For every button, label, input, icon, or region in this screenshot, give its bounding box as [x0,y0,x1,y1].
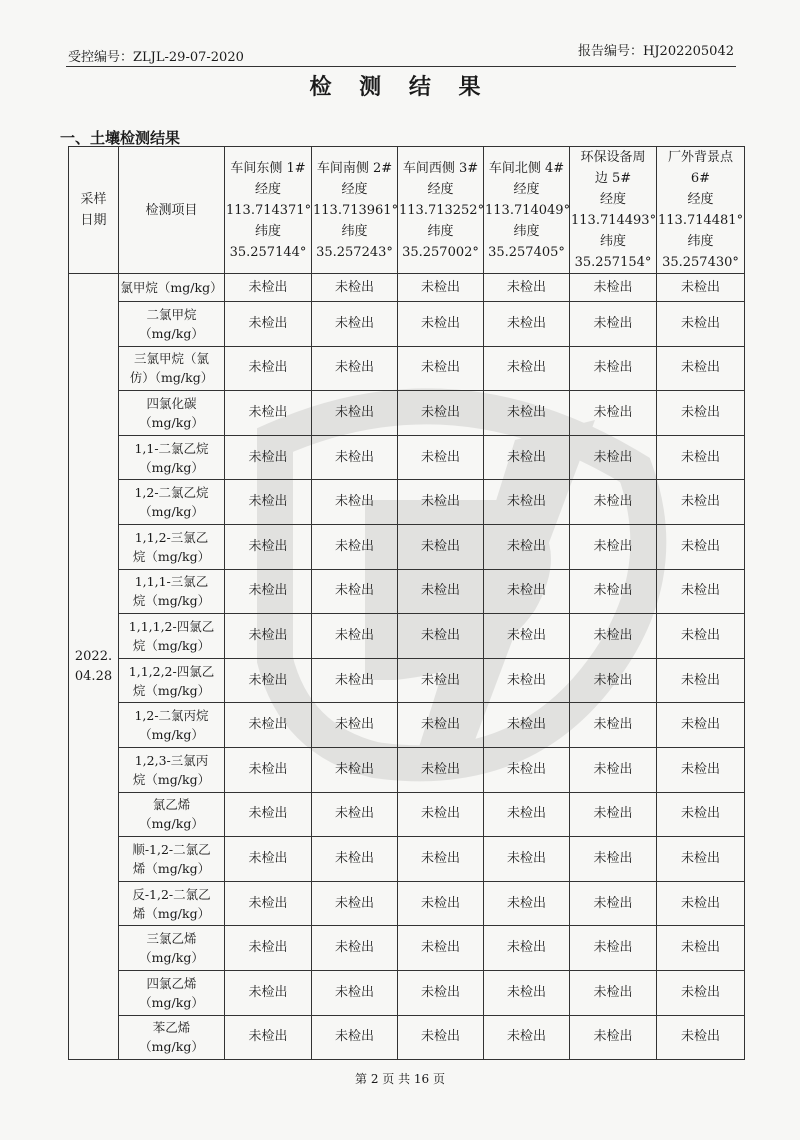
result-cell: 未检出 [225,346,312,391]
result-cell: 未检出 [225,1015,312,1060]
section-title: 一、土壤检测结果 [60,129,181,147]
result-cell: 未检出 [484,524,570,569]
result-cell: 未检出 [398,1015,484,1060]
result-cell: 未检出 [657,658,745,703]
result-cell: 未检出 [570,970,657,1015]
result-cell: 未检出 [484,970,570,1015]
table-row [69,302,745,347]
table-row [69,435,745,480]
result-cell: 未检出 [225,480,312,525]
test-item-header: 检测项目 [119,147,225,274]
result-cell: 未检出 [312,569,398,614]
result-cell: 未检出 [657,524,745,569]
location-header-4: 车间北侧 4# 经度 113.714049° 纬度 35.257405° [484,147,570,274]
result-cell: 未检出 [312,792,398,837]
result-cell: 未检出 [484,881,570,926]
test-item-cell: 四氯乙烯 （mg/kg） [119,970,225,1015]
control-number: 受控编号：ZLJL-29-07-2020 [68,50,244,65]
result-cell: 未检出 [398,391,484,436]
result-cell: 未检出 [312,346,398,391]
result-cell: 未检出 [570,881,657,926]
result-cell: 未检出 [312,703,398,748]
result-cell: 未检出 [570,480,657,525]
result-cell: 未检出 [312,480,398,525]
result-cell: 未检出 [398,703,484,748]
result-cell: 未检出 [484,747,570,792]
result-cell: 未检出 [484,837,570,882]
result-cell: 未检出 [657,1015,745,1060]
location-header-2: 车间南侧 2# 经度 113.713961° 纬度 35.257243° [312,147,398,274]
result-cell: 未检出 [225,614,312,659]
table-row [69,881,745,926]
result-cell: 未检出 [570,614,657,659]
result-cell: 未检出 [484,658,570,703]
result-cell: 未检出 [225,881,312,926]
result-cell: 未检出 [398,747,484,792]
location-header-6: 厂外背景点 6# 经度 113.714481° 纬度 35.257430° [657,147,745,274]
result-cell: 未检出 [225,837,312,882]
sample-date-header: 采样 日期 [69,147,119,274]
result-cell: 未检出 [398,792,484,837]
result-cell: 未检出 [570,837,657,882]
result-cell: 未检出 [398,274,484,302]
result-cell: 未检出 [570,274,657,302]
result-cell: 未检出 [312,881,398,926]
result-cell: 未检出 [570,1015,657,1060]
result-cell: 未检出 [312,658,398,703]
table-row [69,274,745,302]
result-cell: 未检出 [312,435,398,480]
test-item-cell: 1,1-二氯乙烷 （mg/kg） [119,435,225,480]
result-cell: 未检出 [398,837,484,882]
result-cell: 未检出 [225,792,312,837]
result-cell: 未检出 [570,524,657,569]
test-item-cell: 三氯乙烯 （mg/kg） [119,926,225,971]
table-body [69,274,745,1060]
table-row [69,837,745,882]
result-cell: 未检出 [657,614,745,659]
page-header [66,40,736,67]
table-row [69,614,745,659]
result-cell: 未检出 [570,346,657,391]
result-cell: 未检出 [657,792,745,837]
location-header-5: 环保设备周 边 5# 经度 113.714493° 纬度 35.257154° [570,147,657,274]
table-header-row [69,147,745,274]
result-cell: 未检出 [484,703,570,748]
result-cell: 未检出 [312,614,398,659]
table-row [69,1015,745,1060]
test-item-cell: 1,1,1,2-四氯乙 烷（mg/kg） [119,614,225,659]
result-cell: 未检出 [225,658,312,703]
result-cell: 未检出 [657,703,745,748]
result-cell: 未检出 [657,302,745,347]
soil-results-table [68,146,745,1060]
result-cell: 未检出 [570,391,657,436]
test-item-cell: 三氯甲烷（氯 仿）（mg/kg） [119,346,225,391]
result-cell: 未检出 [312,302,398,347]
result-cell: 未检出 [484,792,570,837]
result-cell: 未检出 [484,926,570,971]
test-item-cell: 苯乙烯 （mg/kg） [119,1015,225,1060]
result-cell: 未检出 [398,346,484,391]
result-cell: 未检出 [570,569,657,614]
result-cell: 未检出 [570,747,657,792]
result-cell: 未检出 [225,569,312,614]
result-cell: 未检出 [570,792,657,837]
result-cell: 未检出 [225,274,312,302]
result-cell: 未检出 [657,346,745,391]
result-cell: 未检出 [398,970,484,1015]
table-row [69,970,745,1015]
table-row [69,524,745,569]
table-row [69,926,745,971]
result-cell: 未检出 [312,274,398,302]
test-item-cell: 1,2-二氯乙烷 （mg/kg） [119,480,225,525]
test-item-cell: 1,2-二氯丙烷 （mg/kg） [119,703,225,748]
test-item-cell: 二氯甲烷 （mg/kg） [119,302,225,347]
test-item-cell: 1,1,2,2-四氯乙 烷（mg/kg） [119,658,225,703]
result-cell: 未检出 [570,435,657,480]
table-row [69,747,745,792]
result-cell: 未检出 [398,614,484,659]
result-cell: 未检出 [570,703,657,748]
result-cell: 未检出 [312,926,398,971]
result-cell: 未检出 [657,435,745,480]
location-header-3: 车间西侧 3# 经度 113.713252° 纬度 35.257002° [398,147,484,274]
result-cell: 未检出 [657,480,745,525]
result-cell: 未检出 [225,970,312,1015]
table-row [69,346,745,391]
result-cell: 未检出 [225,302,312,347]
result-cell: 未检出 [312,747,398,792]
result-cell: 未检出 [484,1015,570,1060]
result-cell: 未检出 [225,435,312,480]
result-cell: 未检出 [657,926,745,971]
page-title: 检 测 结 果 [309,74,491,100]
result-cell: 未检出 [657,274,745,302]
result-cell: 未检出 [398,302,484,347]
test-item-cell: 顺-1,2-二氯乙 烯（mg/kg） [119,837,225,882]
result-cell: 未检出 [484,435,570,480]
sample-date-cell: 2022. 04.28 [69,274,119,1060]
report-number: 报告编号：HJ202205042 [578,44,734,59]
result-cell: 未检出 [398,435,484,480]
table-row [69,391,745,436]
result-cell: 未检出 [657,569,745,614]
test-item-cell: 氯乙烯 （mg/kg） [119,792,225,837]
result-cell: 未检出 [312,391,398,436]
result-cell: 未检出 [657,970,745,1015]
result-cell: 未检出 [312,524,398,569]
result-cell: 未检出 [484,302,570,347]
test-item-cell: 1,1,1-三氯乙 烷（mg/kg） [119,569,225,614]
result-cell: 未检出 [484,480,570,525]
page-number: 第 2 页 共 16 页 [355,1072,445,1086]
test-item-cell: 氯甲烷（mg/kg） [119,274,225,302]
test-item-cell: 1,1,2-三氯乙 烷（mg/kg） [119,524,225,569]
result-cell: 未检出 [484,346,570,391]
result-cell: 未检出 [312,1015,398,1060]
result-cell: 未检出 [398,569,484,614]
result-cell: 未检出 [398,480,484,525]
test-item-cell: 四氯化碳 （mg/kg） [119,391,225,436]
location-header-1: 车间东侧 1# 经度 113.714371° 纬度 35.257144° [225,147,312,274]
result-cell: 未检出 [398,926,484,971]
result-cell: 未检出 [657,881,745,926]
result-cell: 未检出 [398,524,484,569]
table-row [69,703,745,748]
result-cell: 未检出 [398,881,484,926]
test-item-cell: 1,2,3-三氯丙 烷（mg/kg） [119,747,225,792]
result-cell: 未检出 [657,391,745,436]
result-cell: 未检出 [398,658,484,703]
result-cell: 未检出 [657,747,745,792]
result-cell: 未检出 [225,926,312,971]
result-cell: 未检出 [484,569,570,614]
result-cell: 未检出 [225,391,312,436]
result-cell: 未检出 [225,703,312,748]
result-cell: 未检出 [570,926,657,971]
table-row [69,480,745,525]
result-cell: 未检出 [312,970,398,1015]
result-cell: 未检出 [570,658,657,703]
result-cell: 未检出 [570,302,657,347]
result-cell: 未检出 [484,391,570,436]
result-cell: 未检出 [312,837,398,882]
result-cell: 未检出 [484,614,570,659]
test-item-cell: 反-1,2-二氯乙 烯（mg/kg） [119,881,225,926]
result-cell: 未检出 [484,274,570,302]
table-row [69,658,745,703]
result-cell: 未检出 [225,524,312,569]
result-cell: 未检出 [225,747,312,792]
table-row [69,569,745,614]
table-row [69,792,745,837]
result-cell: 未检出 [657,837,745,882]
